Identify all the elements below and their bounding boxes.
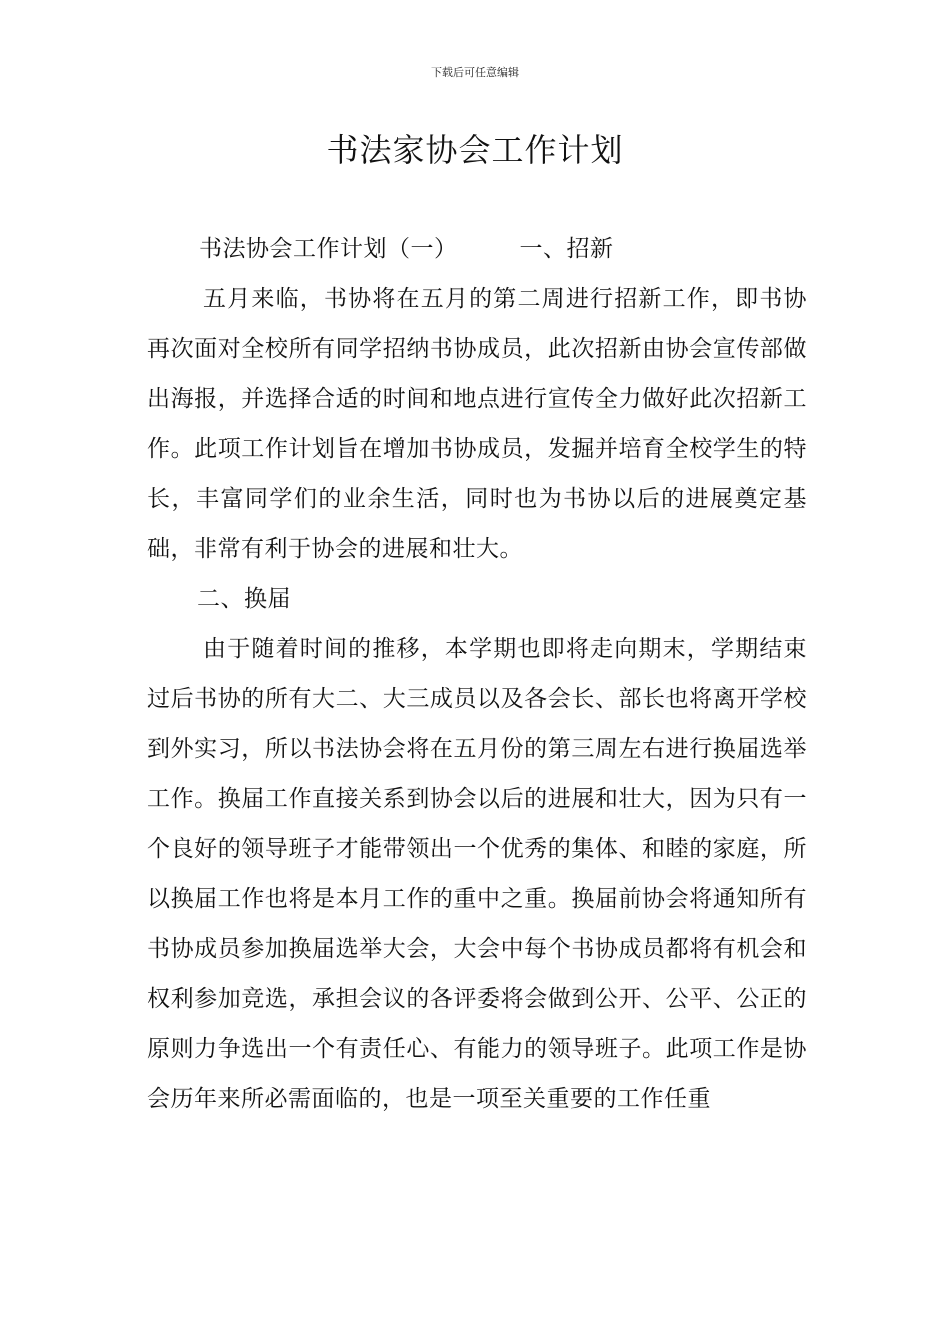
section-heading-recruit: 一、招新 — [519, 236, 614, 262]
document-title: 书法家协会工作计划 — [326, 131, 624, 169]
paragraph-recruit: 五月来临，书协将在五月的第二周进行招新工作，即书协再次面对全校所有同学招纳书协成员，此次招新由协会宣传部做出海报，并选择合适的时间和地点进行宣传全力做好此次招新工作。此项工作计划旨在增加书协成员，发掘并培育全校学生的特长，丰富同学们的业余生活，同时也为书协以后的进展奠定基础，非常有利于协会的进展和壮大。 — [147, 286, 807, 562]
document-subtitle: 书法协会工作计划（一） — [199, 236, 458, 262]
header-note: 下载后可任意编辑 — [431, 66, 519, 79]
document-body — [147, 224, 807, 1124]
subtitle-line — [147, 224, 807, 274]
section-heading-election: 二、换届 — [197, 586, 291, 612]
paragraph-election: 由于随着时间的推移，本学期也即将走向期末，学期结束过后书协的所有大二、大三成员以及各会长、部长也将离开学校到外实习，所以书法协会将在五月份的第三周左右进行换届选举工作。换届工作直接关系到协会以后的进展和壮大，因为只有一个良好的领导班子才能带领出一个优秀的集体、和睦的家庭，所以换届工作也将是本月工作的重中之重。换届前协会将通知所有书协成员参加换届选举大会，大会中每个书协成员都将有机会和权利参加竞选，承担会议的各评委将会做到公开、公平、公正的原则力争选出一个有责任心、有能力的领导班子。此项工作是协会历年来所必需面临的，也是一项至关重要的工作任重 — [147, 636, 807, 1112]
